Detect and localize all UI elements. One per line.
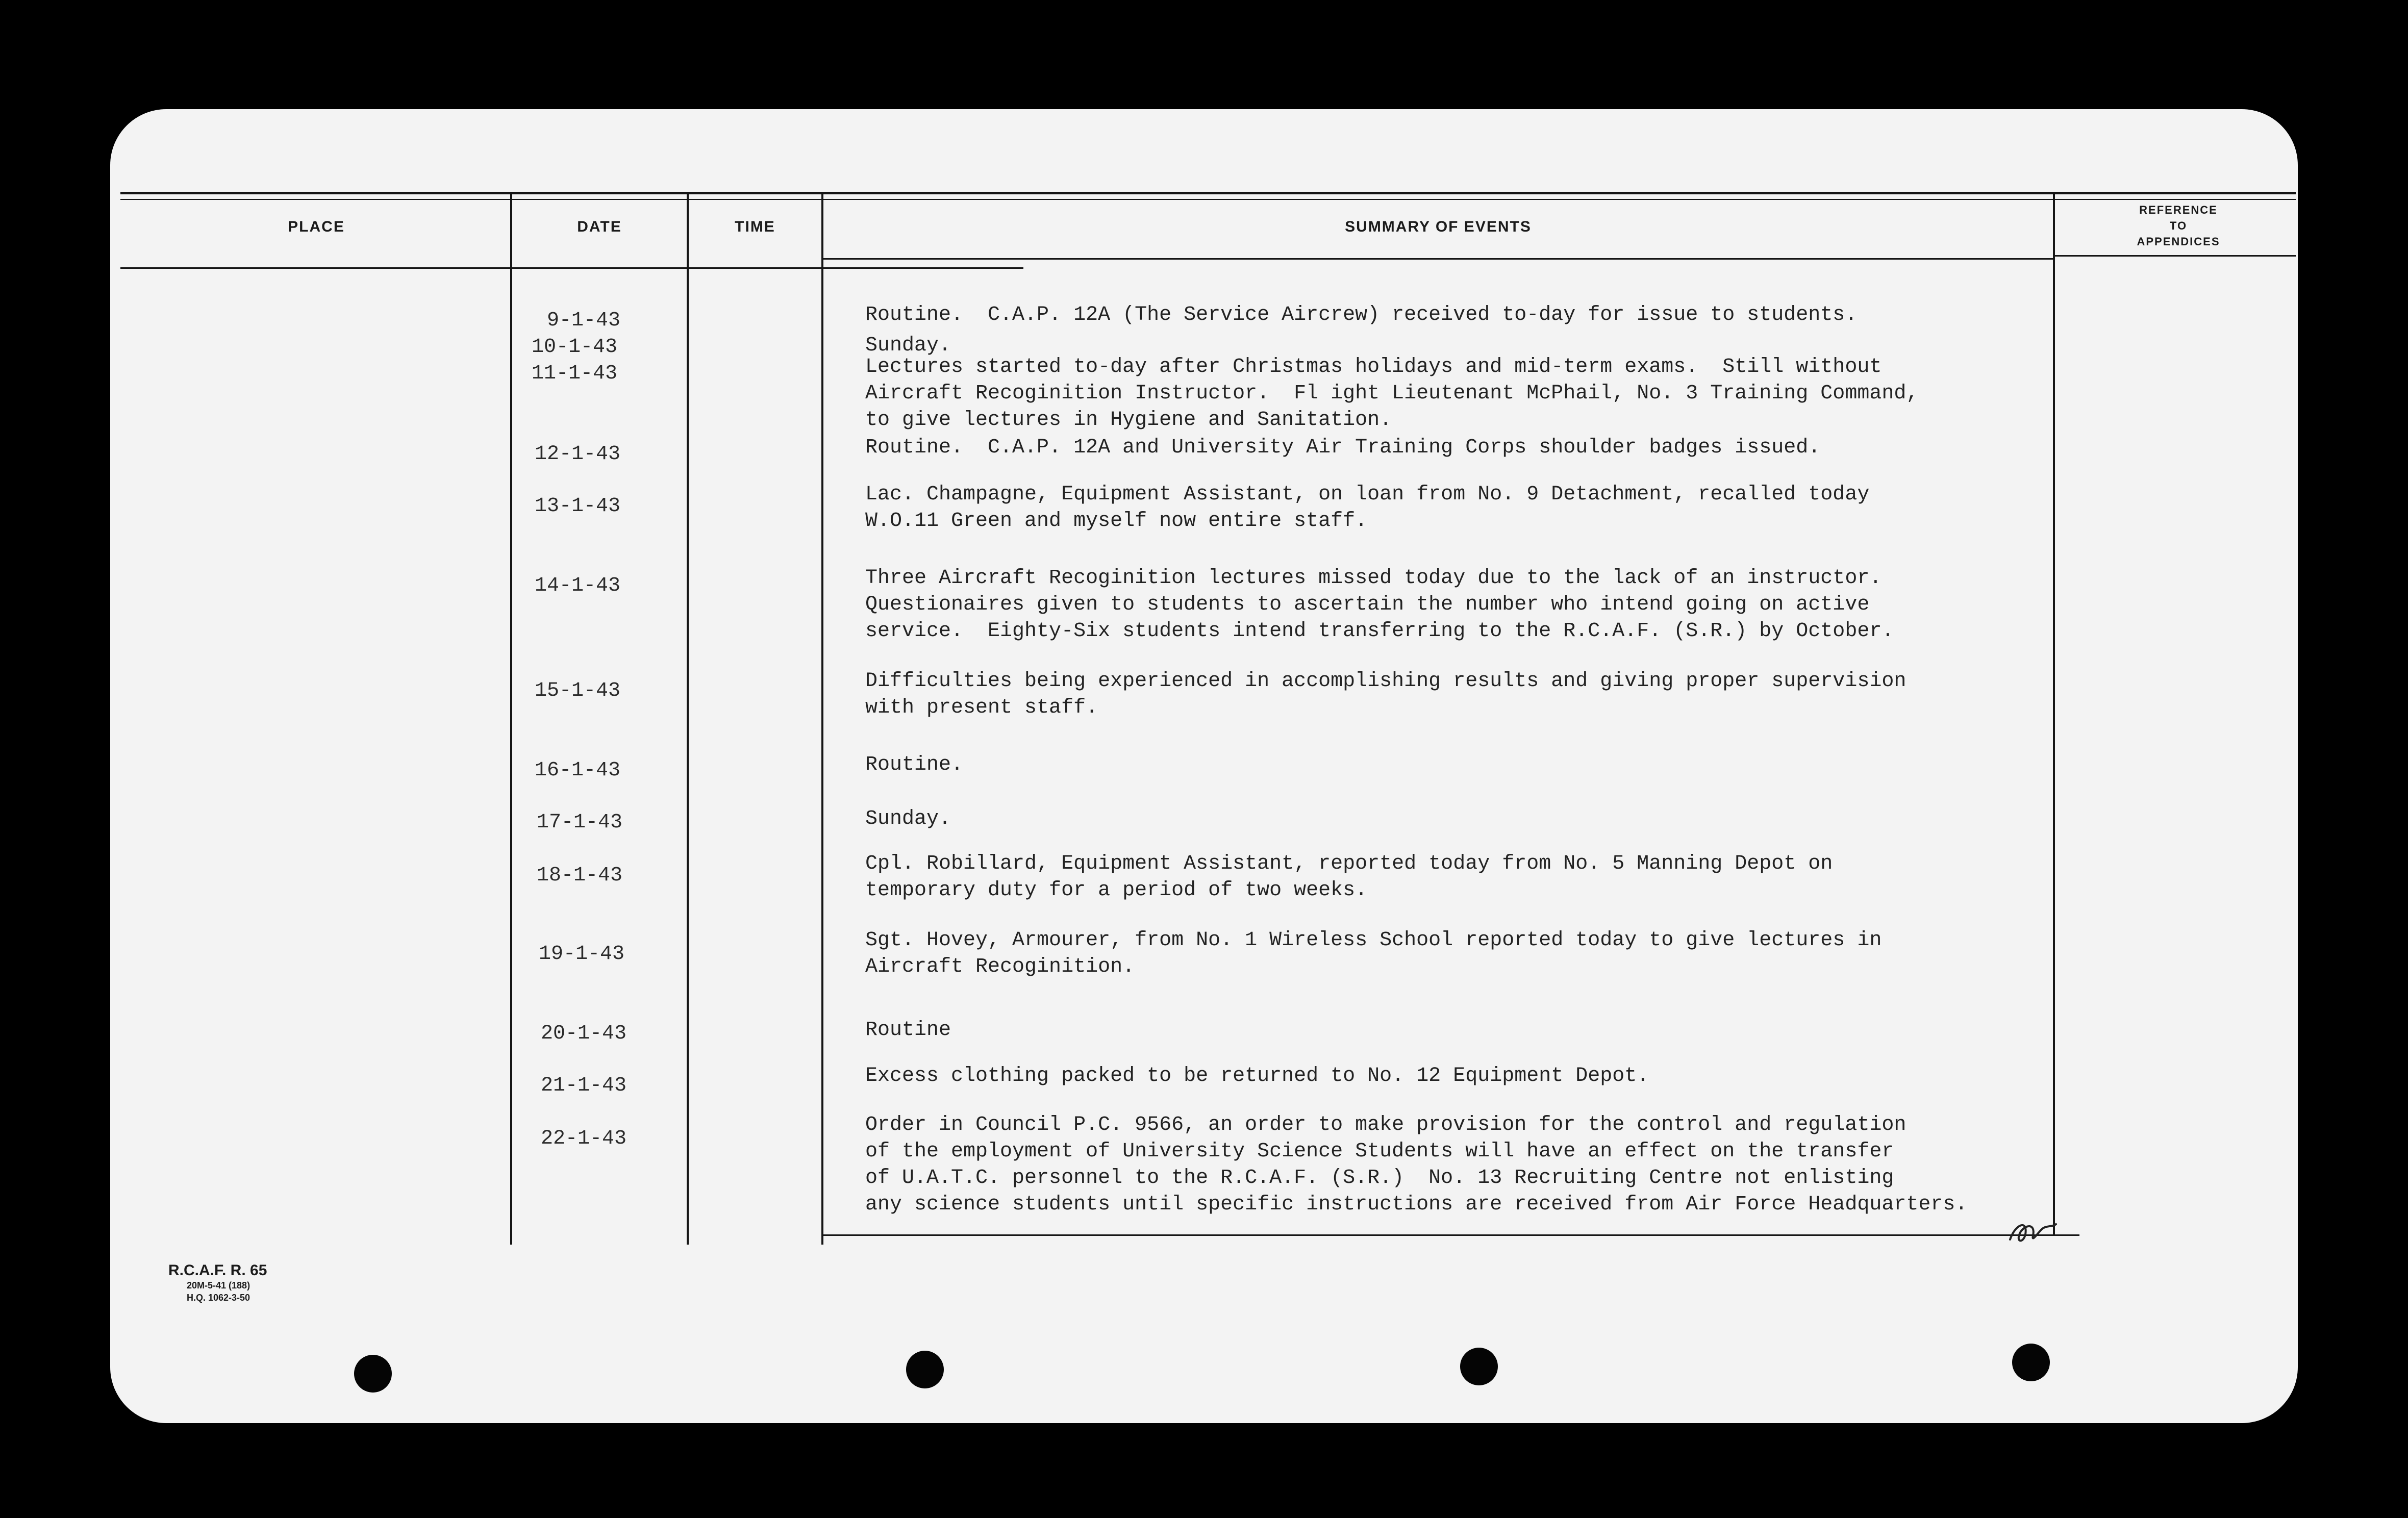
column-header-reference — [2061, 202, 2296, 249]
entry-date: 22-1-43 — [541, 1127, 627, 1150]
summary-line: Three Aircraft Recoginition lectures missed today due to the lack of an instructor. — [865, 567, 1882, 590]
reference-header-line: APPENDICES — [2137, 235, 2220, 248]
binder-hole — [906, 1351, 944, 1388]
summary-line: Lac. Champagne, Equipment Assistant, on loan from No. 9 Detachment, recalled today — [865, 483, 1870, 506]
summary-line: Routine — [865, 1019, 951, 1042]
summary-line: of U.A.T.C. personnel to the R.C.A.F. (S.R.) No. 13 Recruiting Centre not enlisting — [865, 1167, 1894, 1190]
summary-line: Routine. — [865, 753, 964, 776]
entry-date: 19-1-43 — [539, 943, 625, 966]
entry-date: 15-1-43 — [535, 679, 621, 702]
table-bottom-rule — [821, 1234, 2079, 1236]
entry-summary — [865, 851, 2031, 904]
entry-summary — [865, 752, 2031, 778]
summary-line: Excess clothing packed to be returned to No. 12 Equipment Depot. — [865, 1065, 1649, 1087]
entry-date: 13-1-43 — [535, 495, 621, 518]
entry-summary — [865, 668, 2031, 721]
entry-summary — [865, 806, 2031, 832]
entry-summary — [865, 354, 2031, 434]
summary-line: service. Eighty-Six students intend transferring to the R.C.A.F. (S.R.) by October. — [865, 620, 1894, 643]
table-top-rule-thin — [120, 199, 2296, 200]
form-print-line: H.Q. 1062-3-50 — [187, 1293, 250, 1303]
entry-summary — [865, 1017, 2031, 1044]
table-top-rule — [120, 192, 2296, 194]
form-print-line: 20M-5-41 (188) — [187, 1280, 250, 1291]
binder-hole — [354, 1355, 392, 1393]
summary-line: Sunday. — [865, 334, 951, 357]
column-divider-place — [510, 194, 512, 1245]
binder-hole — [2012, 1344, 2050, 1381]
entry-summary — [865, 302, 2031, 328]
column-divider-date — [687, 194, 689, 1245]
summary-line: Aircraft Recoginition Instructor. Fl ight Lieutenant McPhail, No. 3 Training Command, — [865, 382, 1919, 405]
form-number: R.C.A.F. R. 65 — [168, 1262, 267, 1279]
reference-header-line: TO — [2169, 219, 2188, 232]
entry-summary — [865, 927, 2031, 980]
summary-line: any science students until specific instructions are received from Air Force Headquarters. — [865, 1193, 1968, 1216]
entry-summary — [865, 565, 2031, 645]
entry-summary — [865, 435, 2031, 461]
entry-summary — [865, 482, 2031, 535]
entry-date: 16-1-43 — [535, 759, 621, 782]
entry-date: 21-1-43 — [541, 1074, 627, 1097]
form-identifier — [168, 1262, 267, 1304]
entry-date: 14-1-43 — [535, 574, 621, 597]
column-divider-time — [821, 194, 823, 1245]
summary-line: Aircraft Recoginition. — [865, 955, 1135, 978]
entry-date: 18-1-43 — [537, 864, 623, 887]
entry-summary — [865, 1112, 2031, 1218]
summary-line: of the employment of University Science Students will have an effect on the transfer — [865, 1140, 1894, 1163]
summary-line: Difficulties being experienced in accomplishing results and giving proper supervision — [865, 670, 1907, 693]
entry-date: 17-1-43 — [537, 811, 623, 834]
summary-line: Routine. C.A.P. 12A and University Air Training Corps shoulder badges issued. — [865, 436, 1821, 459]
entry-date: 20-1-43 — [541, 1022, 627, 1045]
column-header-summary: SUMMARY OF EVENTS — [1345, 218, 1532, 235]
header-underline-reference — [2054, 255, 2296, 257]
entry-date: 10-1-43 — [532, 336, 618, 359]
column-header-place: PLACE — [288, 218, 345, 235]
entry-summary — [865, 1063, 2031, 1090]
summary-line: Questionaires given to students to ascertain the number who intend going on active — [865, 593, 1870, 616]
header-underline-summary — [821, 258, 2054, 260]
summary-line: Cpl. Robillard, Equipment Assistant, reported today from No. 5 Manning Depot on — [865, 852, 1833, 875]
reference-header-line: REFERENCE — [2139, 204, 2218, 216]
column-header-time: TIME — [735, 218, 775, 235]
handwritten-initials — [2005, 1214, 2061, 1250]
entry-date: 9-1-43 — [547, 309, 621, 332]
summary-line: Lectures started to-day after Christmas holidays and mid-term exams. Still without — [865, 356, 1882, 378]
binder-hole — [1460, 1348, 1498, 1385]
summary-line: W.O.11 Green and myself now entire staff. — [865, 510, 1368, 533]
column-divider-summary — [2053, 194, 2055, 1234]
summary-line: Order in Council P.C. 9566, an order to make provision for the control and regulation — [865, 1114, 1907, 1136]
summary-line: temporary duty for a period of two weeks. — [865, 879, 1368, 902]
column-header-date: DATE — [577, 218, 622, 235]
header-underline-left — [120, 267, 1023, 269]
summary-line: Sgt. Hovey, Armourer, from No. 1 Wireless School reported today to give lectures in — [865, 929, 1882, 952]
entry-date: 12-1-43 — [535, 443, 621, 466]
entry-date: 11-1-43 — [532, 362, 618, 385]
summary-line: with present staff. — [865, 696, 1098, 719]
summary-line: to give lectures in Hygiene and Sanitation. — [865, 409, 1392, 432]
summary-line: Sunday. — [865, 807, 951, 830]
summary-line: Routine. C.A.P. 12A (The Service Aircrew) received to-day for issue to students. — [865, 303, 1858, 326]
